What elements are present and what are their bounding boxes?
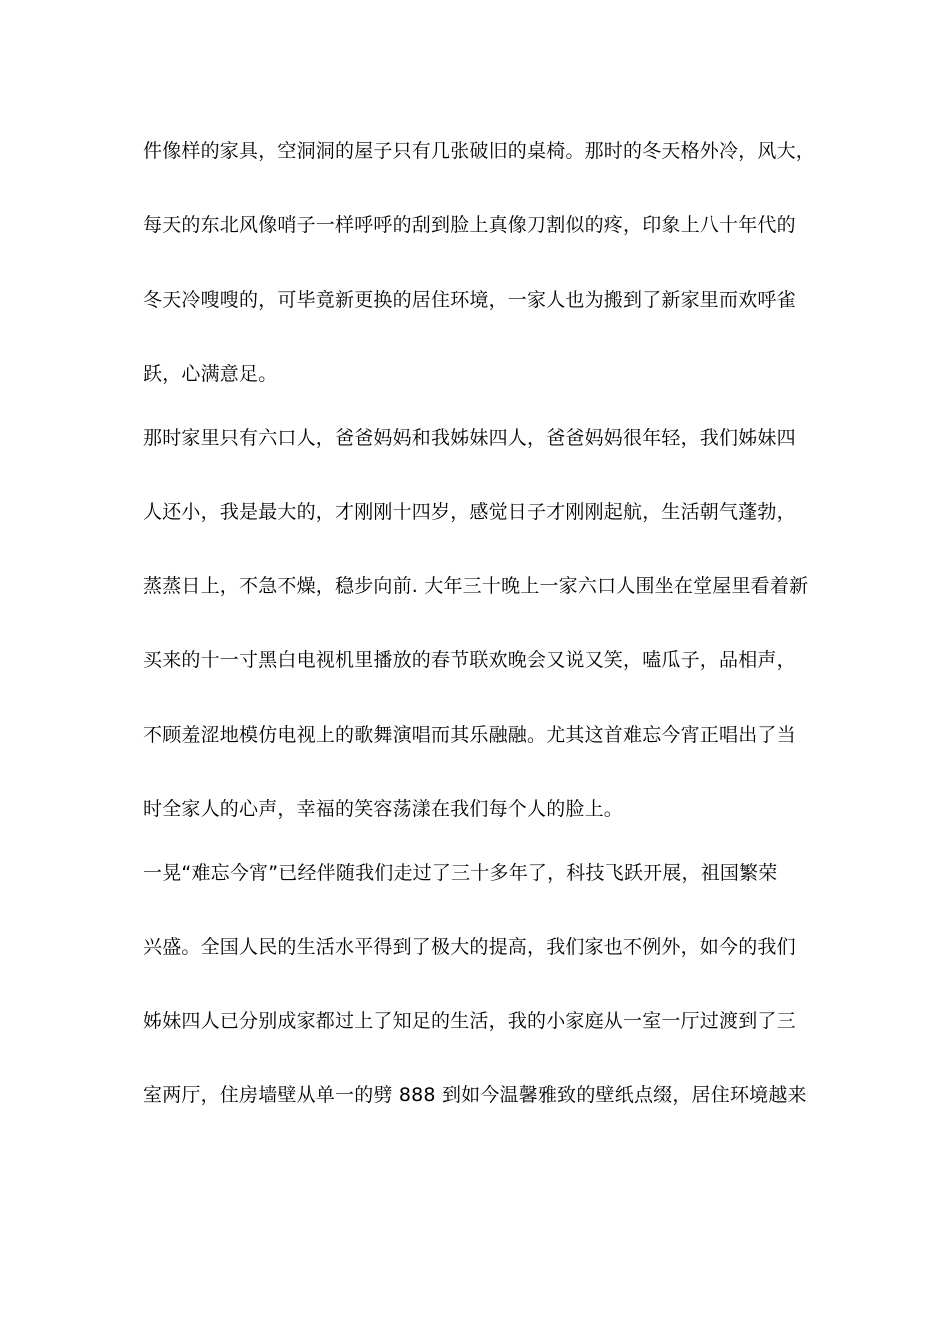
text-line: 跃，心满意足。 [143,363,278,385]
text-line: 一晃“难忘今宵”已经伴随我们走过了三十多年了，科技飞跃开展，祖国繁荣 [143,862,778,884]
text-line: 室两厅，住房墙壁从单一的劈 888 到如今温馨雅致的壁纸点缀，居住环境越来 [143,1084,807,1106]
text-line: 时全家人的心声，幸福的笑容荡漾在我们每个人的脸上。 [143,798,624,820]
text-line: 兴盛。全国人民的生活水平得到了极大的提高，我们家也不例外，如今的我们 [143,936,796,958]
text-line: 人还小，我是最大的，才刚刚十四岁，感觉日子才刚刚起航，生活朝气蓬勃， [143,501,796,523]
text-line: 姊妹四人已分别成家都过上了知足的生活，我的小家庭从一室一厅过渡到了三 [143,1010,796,1032]
text-line: 买来的十一寸黑白电视机里播放的春节联欢晚会又说又笑，嗑瓜子，品相声， [143,649,796,671]
text-line: 件像样的家具，空洞洞的屋子只有几张破旧的桌椅。那时的冬天格外冷，风大， [143,140,816,162]
text-line: 每天的东北风像哨子一样呼呼的刮到脸上真像刀割似的疼，印象上八十年代的 [143,214,796,236]
text-line: 不顾羞涩地模仿电视上的歌舞演唱而其乐融融。尤其这首难忘今宵正唱出了当 [143,724,796,746]
text-line: 冬天冷嗖嗖的，可毕竟新更换的居住环境，一家人也为搬到了新家里而欢呼雀 [143,289,796,311]
text-line: 那时家里只有六口人，爸爸妈妈和我姊妹四人，爸爸妈妈很年轻，我们姊妹四 [143,427,796,449]
text-line: 蒸蒸日上，不急不燥，稳步向前. 大年三十晚上一家六口人围坐在堂屋里看着新 [143,575,809,597]
